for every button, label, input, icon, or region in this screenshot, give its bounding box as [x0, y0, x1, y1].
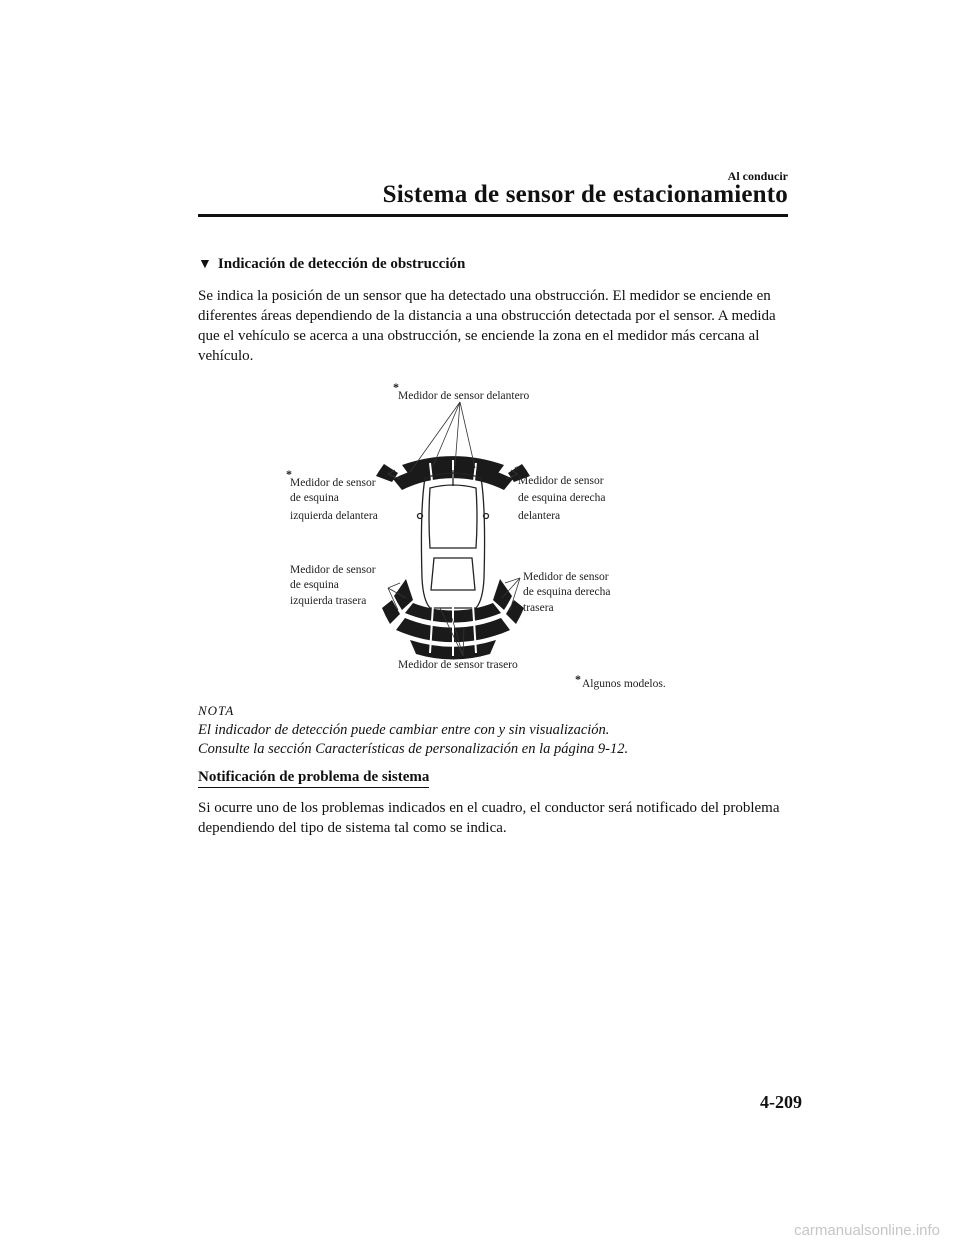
label-rear-right-2: de esquina derecha [523, 586, 611, 598]
rear-corner-meter-right [493, 579, 524, 624]
section-title: Sistema de sensor de estacionamiento [382, 181, 788, 208]
chapter-label: Al conducir [727, 169, 788, 183]
label-front-left-2: de esquina [290, 492, 339, 504]
header-rule [198, 214, 788, 217]
watermark: carmanualsonline.info [794, 1222, 940, 1239]
page-number: 4-209 [760, 1092, 802, 1112]
label-front-left-3: izquierda delantera [290, 510, 378, 522]
label-front-right-3: delantera [518, 510, 561, 522]
label-rear-sensor: Medidor de sensor trasero [398, 659, 518, 671]
label-front-left-1: Medidor de sensor [290, 477, 376, 489]
label-front-right-2: de esquina derecha [518, 492, 606, 504]
note-title: NOTA [198, 703, 235, 718]
label-footnote: Algunos modelos. [582, 678, 666, 690]
notification-paragraph: Si ocurre uno de los problemas indicados en el cuadro, el conductor será notificado del problema dependiendo del tipo de sistema tal como se indica. [198, 800, 780, 836]
label-rear-left-3: izquierda trasera [290, 595, 367, 607]
asterisk-front-left: * [286, 467, 292, 481]
subheading [198, 256, 465, 273]
label-rear-right-3: trasera [523, 602, 554, 614]
parking-sensor-diagram [280, 378, 700, 698]
asterisk-front-right: * [514, 463, 520, 477]
note-line-1: El indicador de detección puede cambiar entre con y sin visualización. [198, 722, 610, 738]
triangle-down-icon: ▼ [198, 256, 212, 272]
car-outline [418, 470, 489, 608]
asterisk-front: * [393, 380, 399, 394]
label-front-sensor: Medidor de sensor delantero [398, 390, 530, 402]
label-rear-left-2: de esquina [290, 579, 339, 591]
asterisk-footnote: * [575, 672, 581, 686]
label-front-right-1: Medidor de sensor [518, 475, 604, 487]
notification-heading: Notificación de problema de sistema [198, 769, 429, 788]
note-line-2: Consulte la sección Características de personalización en la página 9-12. [198, 741, 629, 757]
rear-corner-meter-left [382, 579, 413, 624]
label-rear-left-1: Medidor de sensor [290, 564, 376, 576]
label-rear-right-1: Medidor de sensor [523, 571, 609, 583]
intro-paragraph: Se indica la posición de un sensor que ha detectado una obstrucción. El medidor se enciende en diferentes áreas dependiendo de la distancia a una obstrucción detectada por el sensor. A medida que el vehículo se acerca a una obstrucción, se enciende la zona en el medidor más cercana al vehículo. [198, 288, 776, 364]
subheading-text: Indicación de detección de obstrucción [217, 256, 466, 272]
